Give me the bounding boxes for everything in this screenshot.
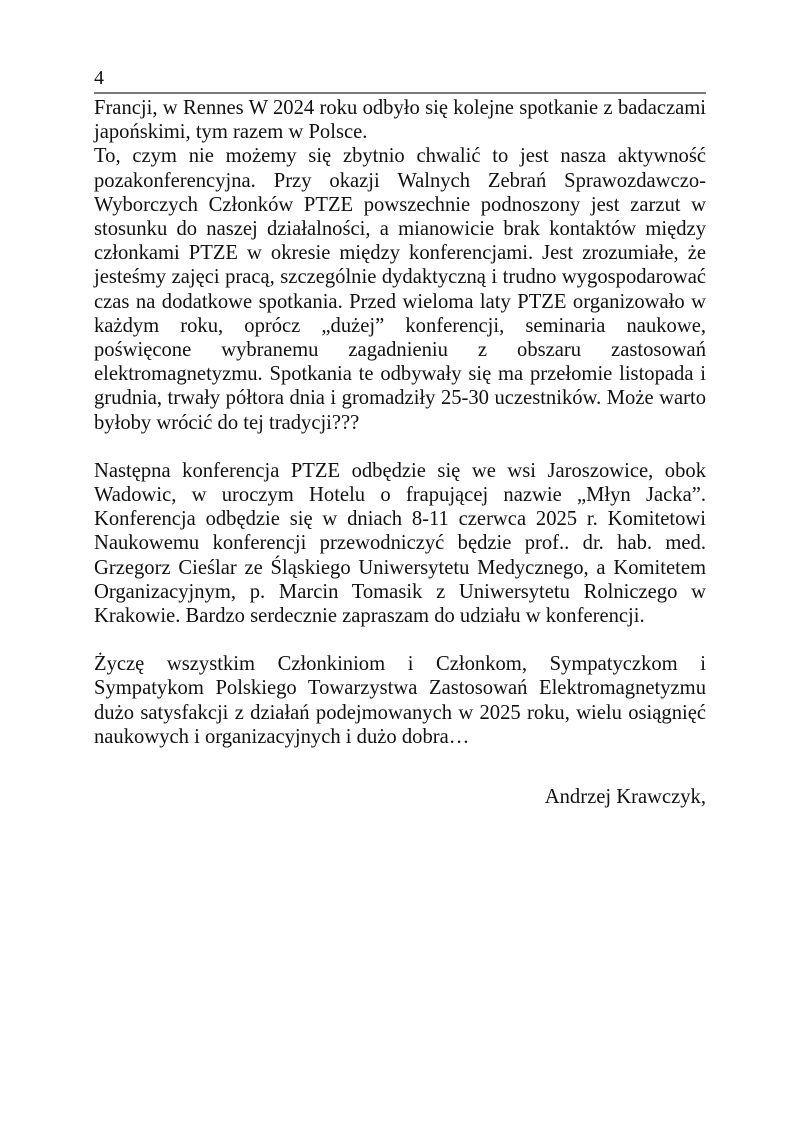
paragraph-continuation: Francji, w Rennes W 2024 roku odbyło się kolejne spotkanie z badaczami japońskimi, tym razem w Polsce. <box>94 97 706 144</box>
body-text <box>94 96 706 809</box>
page-number: 4 <box>94 67 104 89</box>
page-header <box>94 66 706 94</box>
paragraph-wishes: Życzę wszystkim Członkiniom i Członkom, Sympatyczkom i Sympatykom Polskiego Towarzystwa Zastosowań Elektromagnetyzmu dużo satysfakcji z działań podejmowanych w 2025 roku, wielu osiągnięć naukowych i organizacyjnych i dużo dobra… <box>94 653 706 748</box>
document-page <box>94 66 706 809</box>
paragraph-next-conference: Następna konferencja PTZE odbędzie się we wsi Jaroszowice, obok Wadowic, w uroczym Hotelu o frapującej nazwie „Młyn Jacka”. Konferencja odbędzie się w dniach 8-11 czerwca 2025 r. Komitetowi Naukowemu konferencji przewodniczyć będzie prof.. dr. hab. med. Grzegorz Cieślar ze Śląskiego Uniwersytetu Medycznego, a Komitetem Organizacyjnym, p. Marcin Tomasik z Uniwersytetu Rolniczego w Krakowie. Bardzo serdecznie zapraszam do udziału w konferencji. <box>94 459 706 628</box>
signature: Andrzej Krawczyk, <box>544 786 706 809</box>
paragraph-activity: To, czym nie możemy się zbytnio chwalić to jest nasza aktywność pozakonferencyjna. Przy okazji Walnych Zebrań Sprawozdawczo-Wyborczych Członków PTZE powszechnie podnoszony jest zarzut w stosunku do naszej działalności, a mianowicie brak kontaktów między członkami PTZE w okresie między konferencjami. Jest zrozumiałe, że jesteśmy zajęci pracą, szczególnie dydaktyczną i trudno wygospodarować czas na dodatkowe spotkania. Przed wieloma laty PTZE organizowało w każdym roku, oprócz „dużej” konferencji, seminaria naukowe, poświęcone wybranemu zagadnieniu z obszaru zastosowań elektromagnetyzmu. Spotkania te odbywały się ma przełomie listopada i grudnia, trwały półtora dnia i gromadziły 25-30 uczestników. Może warto byłoby wrócić do tej tradycji??? <box>94 145 706 434</box>
